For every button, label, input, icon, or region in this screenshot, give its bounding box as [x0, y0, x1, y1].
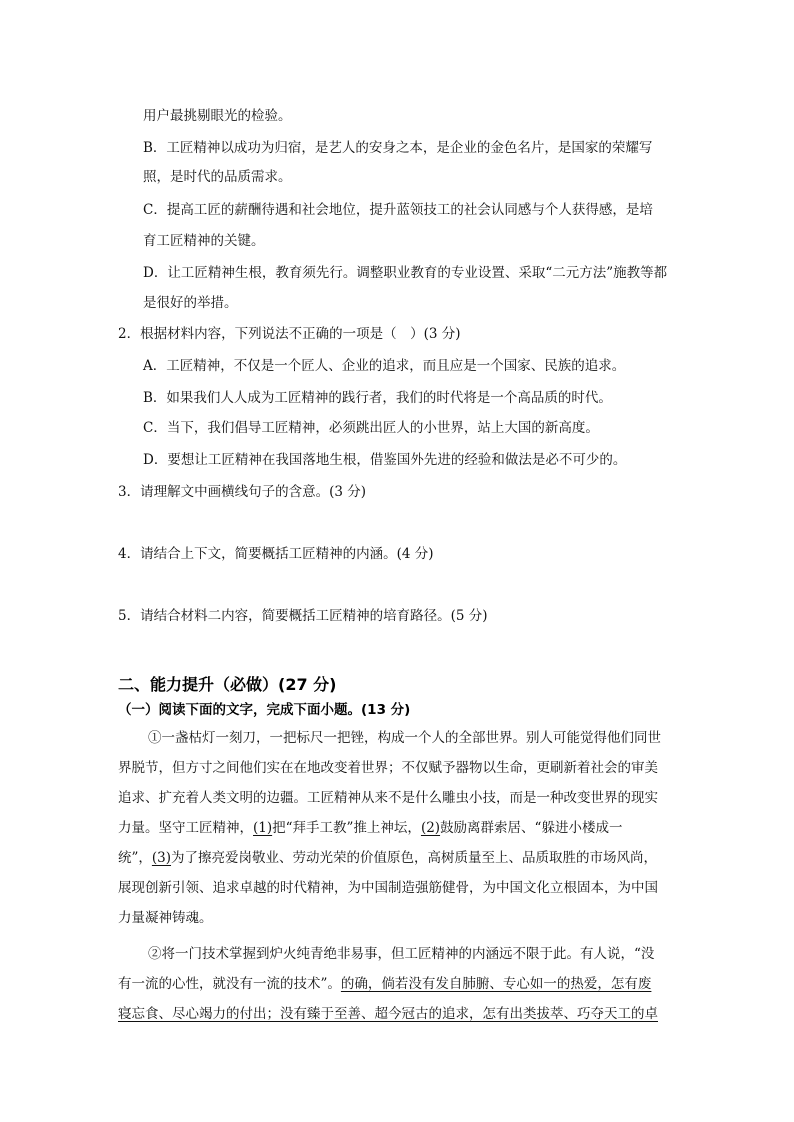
- passage-text: 把“拜手工教”推上神坛，: [272, 820, 421, 836]
- blank-2: (2): [420, 820, 441, 836]
- question-3: 3．请理解文中画横线句子的含意。(3 分): [118, 484, 367, 500]
- question-2-option-a: A．工匠精神，不仅是一个匠人、企业的追求，而且应是一个国家、民族的追求。: [143, 358, 626, 374]
- passage-p1-line2: 界脱节，但方寸之间他们实在在地改变着世界；不仅赋予器物以生命，更刷新着社会的审美: [118, 760, 658, 776]
- blank-1: (1): [253, 820, 273, 836]
- passage-p2-line3: 寝忘食、尽心竭力的付出；没有臻于至善、超今冠古的追求，怎有出类拔萃、巧夺天工的卓: [118, 1006, 658, 1022]
- question-5: 5．请结合材料二内容，简要概括工匠精神的培育路径。(5 分): [118, 608, 488, 624]
- option-d-line1: D．让工匠精神生根，教育须先行。调整职业教育的专业设置、采取“二元方法”施教等都: [143, 265, 668, 281]
- passage-p1-line1: ①一盏枯灯一刻刀，一把标尺一把锉，构成一个人的全部世界。别人可能觉得他们同世: [148, 730, 661, 746]
- passage-text: 有一流的心性，就没有一流的技术”。: [118, 976, 341, 992]
- option-c-line2: 育工匠精神的关键。: [143, 233, 265, 249]
- underlined-sentence: 的确，倘若没有发自肺腑、专心如一的热爱，怎有废: [340, 976, 652, 992]
- section-title: 二、能力提升（必做）(27 分): [118, 675, 337, 694]
- question-2-option-c: C．当下，我们倡导工匠精神，必须跳出匠人的小世界，站上大国的新高度。: [143, 420, 599, 436]
- passage-p1-line7: 力量凝神铸魂。: [118, 910, 213, 926]
- passage-text: 力量。坚守工匠精神，: [118, 820, 253, 836]
- option-b-line1: B．工匠精神以成功为归宿，是艺人的安身之本，是企业的金色名片，是国家的荣耀写: [143, 140, 653, 156]
- question-2-option-b: B．如果我们人人成为工匠精神的践行者，我们的时代将是一个高品质的时代。: [143, 390, 612, 406]
- passage-text: 鼓励离群索居、“躲进小楼成一: [440, 820, 623, 836]
- option-d-line2: 是很好的举措。: [143, 295, 238, 311]
- passage-p2-line1: ②将一门技术掌握到炉火纯青绝非易事，但工匠精神的内涵远不限于此。有人说，“没: [148, 946, 655, 962]
- option-c-line1: C．提高工匠的薪酬待遇和社会地位，提升蓝领技工的社会认同感与个人获得感，是培: [143, 202, 653, 218]
- passage-p1-line4: [118, 816, 622, 836]
- section-subtitle: （一）阅读下面的文字，完成下面小题。(13 分): [118, 702, 411, 718]
- passage-p2-line2: [118, 972, 651, 992]
- passage-p1-line6: 展现创新引领、追求卓越的时代精神，为中国制造强筋健骨，为中国文化立根固本，为中国: [118, 880, 658, 896]
- question-2-option-d: D．要想让工匠精神在我国落地生根，借鉴国外先进的经验和做法是必不可少的。: [143, 452, 627, 468]
- option-a-continued: 用户最挑剔眼光的检验。: [143, 108, 292, 124]
- question-4: 4．请结合上下文，简要概括工匠精神的内涵。(4 分): [118, 546, 434, 562]
- passage-text: 为了擦亮爱岗敬业、劳动光荣的价值原色，高树质量至上、品质取胜的市场风尚，: [171, 850, 658, 866]
- passage-text: 统”，: [118, 850, 152, 866]
- passage-p1-line3: 追求、扩充着人类文明的边疆。工匠精神从来不是什么雕虫小技，而是一种改变世界的现实: [118, 790, 658, 806]
- question-2-stem: 2．根据材料内容，下列说法不正确的一项是（ ）(3 分): [118, 326, 461, 342]
- passage-p1-line5: [118, 846, 657, 866]
- blank-3: (3): [151, 850, 172, 866]
- option-b-line2: 照，是时代的品质需求。: [143, 169, 292, 185]
